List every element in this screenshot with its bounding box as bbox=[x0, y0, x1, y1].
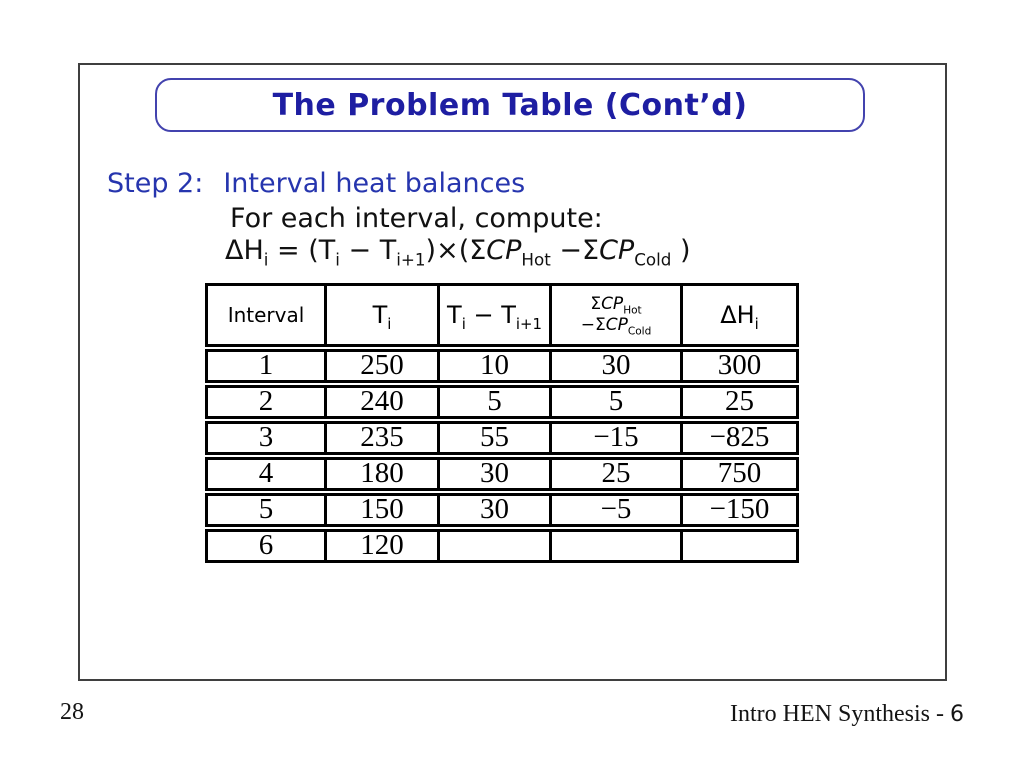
table-cell: −15 bbox=[549, 424, 680, 452]
table-row bbox=[205, 385, 799, 419]
header-cell-ti: $T_i$ bbox=[324, 286, 437, 344]
table-cell: 1 bbox=[258, 352, 274, 380]
table-cell: 5 bbox=[437, 388, 549, 416]
table-cell: 235 bbox=[324, 424, 437, 452]
step-heading-line bbox=[107, 168, 525, 199]
header-cell-sum-cp: $\Sigma CP_{Hot}$ $-\Sigma CP_{Cold}$ bbox=[549, 286, 680, 344]
table-cell: 25 bbox=[549, 460, 680, 488]
table-cell: 240 bbox=[324, 388, 437, 416]
title-box bbox=[155, 78, 865, 132]
table-cell: 250 bbox=[324, 352, 437, 380]
table-row bbox=[205, 529, 799, 563]
table-cell: 10 bbox=[437, 352, 549, 380]
table-row bbox=[205, 457, 799, 491]
table-cell: 30 bbox=[437, 496, 549, 524]
table-cell: −825 bbox=[680, 424, 796, 452]
table-cell: −5 bbox=[549, 496, 680, 524]
table-cell: 30 bbox=[437, 460, 549, 488]
table-cell: 5 bbox=[549, 388, 680, 416]
table-cell: 55 bbox=[437, 424, 549, 452]
table-row bbox=[205, 421, 799, 455]
table-cell: 120 bbox=[324, 532, 437, 560]
footer-slide-number: 6 bbox=[950, 702, 964, 727]
table-cell: 30 bbox=[549, 352, 680, 380]
table-cell: 300 bbox=[680, 352, 796, 380]
step-label: Step 2: bbox=[107, 168, 204, 199]
table-row bbox=[205, 493, 799, 527]
step-heading: Interval heat balances bbox=[223, 168, 526, 199]
step-subheading: For each interval, compute: bbox=[230, 203, 603, 234]
problem-table bbox=[205, 283, 799, 565]
table-cell: 3 bbox=[258, 424, 274, 452]
footer-page-number: 28 bbox=[60, 699, 84, 725]
header-cell-interval: Interval bbox=[227, 303, 305, 327]
header-cell-delta-h: $\Delta H_i$ bbox=[680, 286, 796, 344]
footer-course-info bbox=[730, 699, 964, 728]
header-cell-ti-minus-ti1: $T_i - T_{i+1}$ bbox=[437, 286, 549, 344]
table-row bbox=[205, 349, 799, 383]
table-cell: 2 bbox=[258, 388, 274, 416]
table-cell bbox=[437, 532, 549, 560]
table-cell: 180 bbox=[324, 460, 437, 488]
table-cell bbox=[549, 532, 680, 560]
table-cell: 750 bbox=[680, 460, 796, 488]
heat-balance-formula: $\Delta H_i = (T_i - T_{i+1})\times(\Sigma CP_{Hot} -\Sigma CP_{Cold}$ ) bbox=[225, 235, 691, 270]
table-cell: 6 bbox=[258, 532, 274, 560]
table-cell: 5 bbox=[258, 496, 274, 524]
slide-frame bbox=[78, 63, 947, 681]
table-cell: −150 bbox=[680, 496, 796, 524]
table-header-row bbox=[205, 283, 799, 347]
table-cell: 150 bbox=[324, 496, 437, 524]
slide-title: The Problem Table (Cont’d) bbox=[272, 87, 748, 123]
table-cell: 25 bbox=[680, 388, 796, 416]
table-cell: 4 bbox=[258, 460, 274, 488]
table-cell bbox=[680, 532, 796, 560]
footer-course-label: Intro HEN Synthesis - bbox=[730, 701, 950, 727]
